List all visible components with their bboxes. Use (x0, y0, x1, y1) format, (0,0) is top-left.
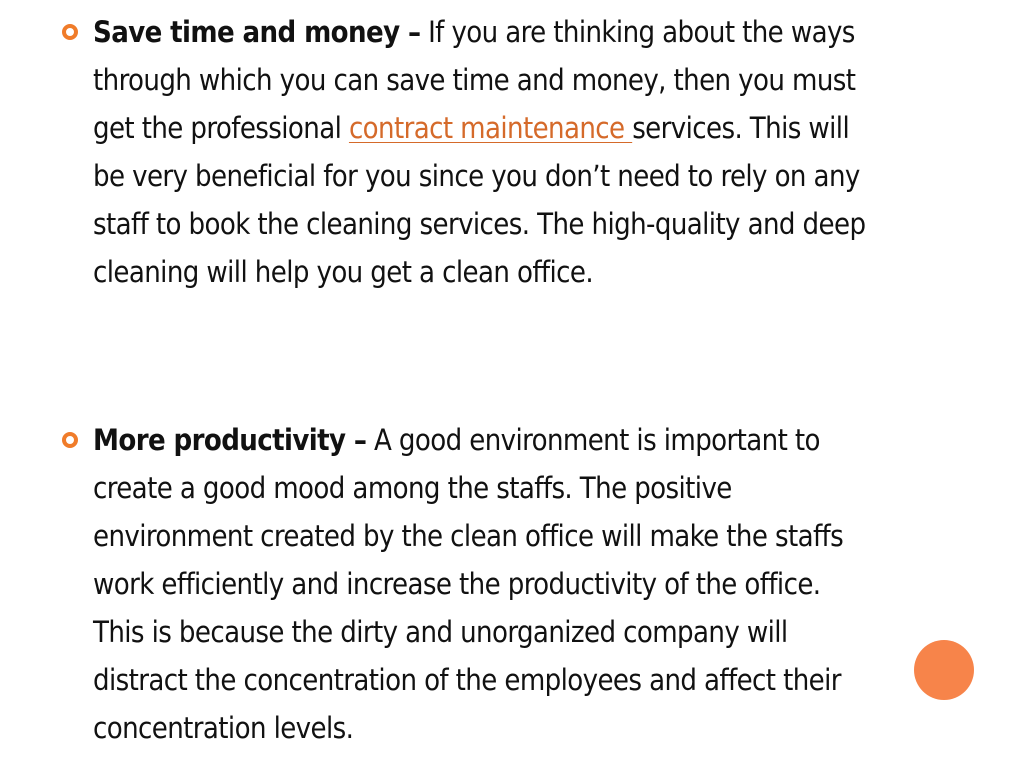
bullet-heading: More productivity – (93, 423, 367, 457)
bullet-body: If you are thinking about the ways through which you can save time and money, then you must get the professional (93, 15, 856, 145)
bullet-body: A good environment is important to create a good mood among the staffs. The positive environment created by the clean office will make the staffs work efficiently and increase the productivity of the office. This is because the dirty and unorganized company will distract the concentration of the employees and affect their concentration levels. (93, 423, 844, 745)
bullet-more-productivity (62, 416, 872, 752)
bullet-save-time (62, 8, 872, 296)
bullet-body-continued: services. This will be very beneficial for you since you don’t need to rely on any staff to book the cleaning services. The high-quality and deep cleaning will help you get a clean office. (93, 111, 866, 289)
bullet-text (93, 416, 872, 752)
decorative-border (980, 0, 1024, 768)
contract-maintenance-link[interactable]: contract maintenance (348, 111, 633, 145)
bullet-heading: Save time and money – (93, 15, 421, 49)
bullet-circle-icon (62, 432, 78, 448)
bullet-text (93, 8, 872, 296)
bullet-circle-icon (62, 24, 78, 40)
decorative-circle (914, 640, 974, 700)
